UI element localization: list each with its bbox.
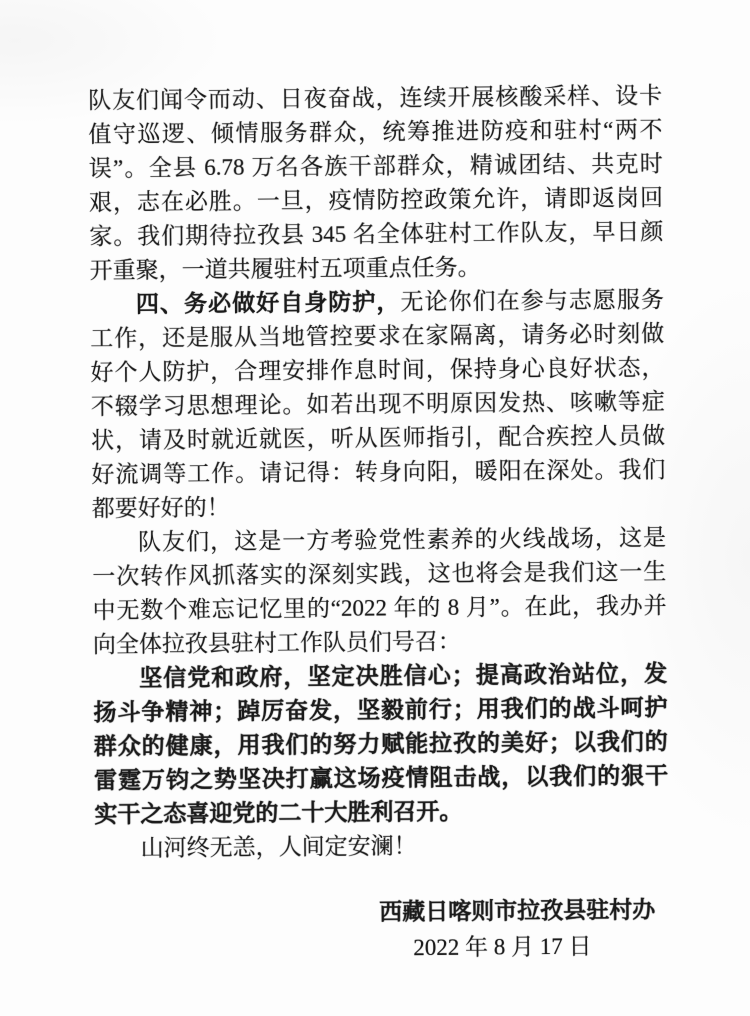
paragraph-text: 山河终无恙，人间定安澜！: [140, 833, 417, 861]
paragraph-appeal-intro: [92, 521, 667, 662]
closing-line: [95, 827, 669, 866]
paragraph-text: 队友们，这是一方考验党性素养的火线战场，这是一次转作风抓落实的深刻实践，这也将会是我们这一生中无数个难忘记忆里的“2022 年的 8 月”。在此，我办并向全体拉孜县驻村工作队员们号召：: [92, 524, 667, 657]
paragraph-continuation: [88, 79, 664, 288]
document-text-block: [88, 79, 670, 968]
paragraph-appeal-bold: [93, 657, 668, 832]
signature-date: 2022 年 8 月 17 日: [413, 933, 592, 961]
paragraph-text: 坚信党和政府，坚定决胜信心；提高政治站位，发扬斗争精神；踔厉奋发，坚毅前行；用我们的战斗呵护群众的健康，用我们的努力赋能拉孜的美好；以我们的雷霆万钧之势坚决打赢这场疫情阻击战，以我们的狠干实干之态喜迎党的二十大胜利召开。: [93, 660, 669, 827]
section-four-heading: 四、务必做好自身防护，: [135, 289, 401, 317]
signature-organization: 西藏日喀则市拉孜县驻村办: [379, 897, 656, 925]
paragraph-section-four: [90, 283, 666, 526]
paragraph-text: 无论你们在参与志愿服务工作，还是服从当地管控要求在家隔离，请务必时刻做好个人防护，合理安排作息时间，保持身心良好状态，不辍学习思想理论。如若出现不明原因发热、咳嗽等症状，请及时就近就医，听从医师指引，配合疾控人员做好流调等工作。请记得：转身向阳，暖阳在深处。我们都要好好的！: [90, 286, 666, 521]
paragraph-text: 队友们闻令而动、日夜奋战，连续开展核酸采样、设卡值守巡逻、倾情服务群众，统筹推进防疫和驻村“两不误”。全县 6.78 万名各族干部群众，精诚团结、共克时艰，志在必胜。一旦，疫情防控政策允许，请即返岗回家。我们期待拉孜县 345 名全体驻村工作队友，早日颜开重聚，一道共履驻村五项重点任务。: [88, 82, 664, 283]
